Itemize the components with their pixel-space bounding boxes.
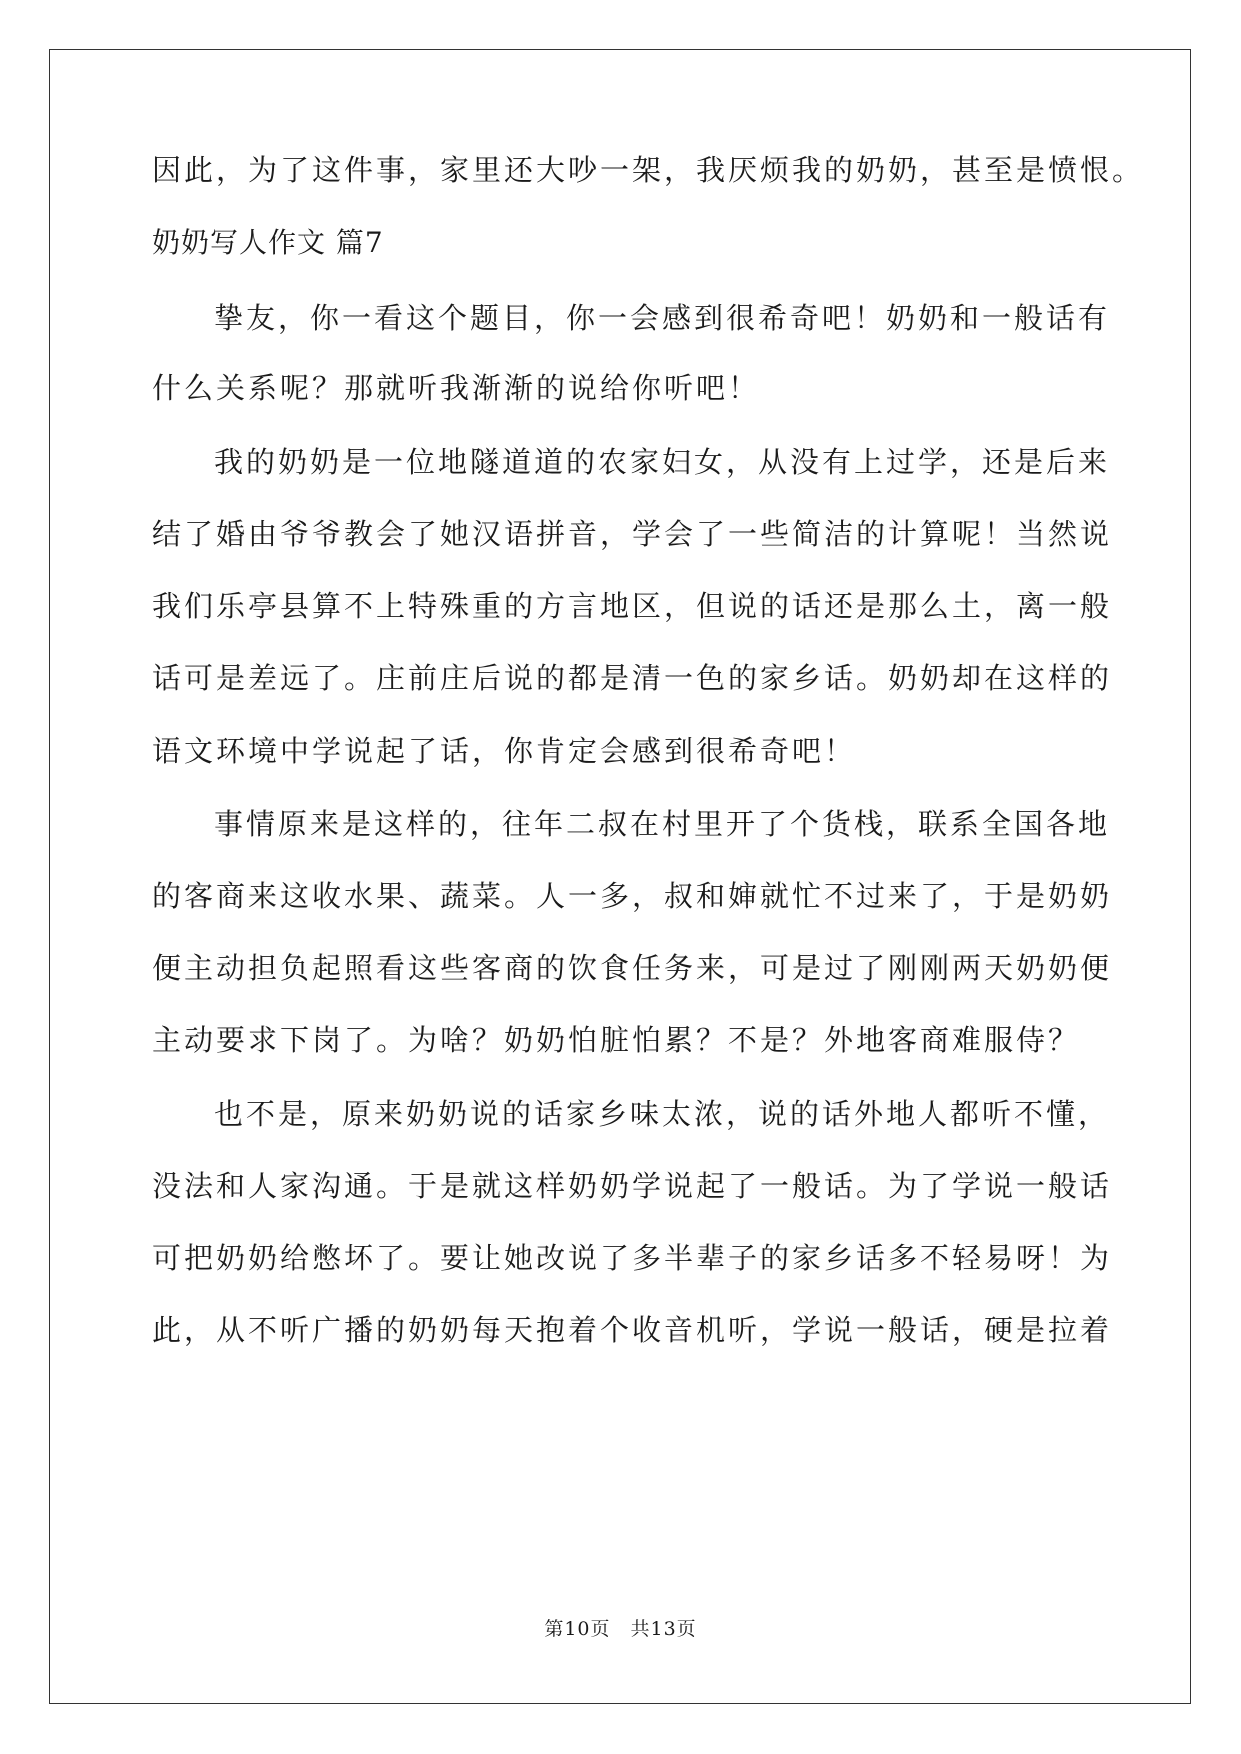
text-line: 话可是差远了。庄前庄后说的都是清一色的家乡话。奶奶却在这样的 bbox=[152, 661, 1113, 695]
page-number-footer: 第10页 共13页 bbox=[544, 1618, 697, 1640]
paragraph-line: 也不是，原来奶奶说的话家乡味太浓，说的话外地人都听不懂， bbox=[214, 1097, 1111, 1131]
text-line: 语文环境中学说起了话，你肯定会感到很希奇吧！ bbox=[152, 734, 857, 768]
text-line: 主动要求下岗了。为啥？奶奶怕脏怕累？不是？外地客商难服侍？ bbox=[152, 1023, 1081, 1057]
text-line: 此，从不听广播的奶奶每天抱着个收音机听，学说一般话，硬是拉着 bbox=[152, 1313, 1113, 1347]
text-line: 我们乐亭县算不上特殊重的方言地区，但说的话还是那么土，离一般 bbox=[152, 589, 1113, 623]
text-line: 因此，为了这件事，家里还大吵一架，我厌烦我的奶奶，甚至是愤恨。 bbox=[152, 153, 1145, 187]
paragraph-line: 挚友，你一看这个题目，你一会感到很希奇吧！奶奶和一般话有 bbox=[214, 301, 1111, 335]
text-line: 结了婚由爷爷教会了她汉语拼音，学会了一些简洁的计算呢！当然说 bbox=[152, 517, 1113, 551]
section-heading: 奶奶写人作文 篇7 bbox=[152, 226, 384, 259]
paragraph-line: 我的奶奶是一位地隧道道的农家妇女，从没有上过学，还是后来 bbox=[214, 445, 1111, 479]
text-line: 的客商来这收水果、蔬菜。人一多，叔和婶就忙不过来了，于是奶奶 bbox=[152, 879, 1113, 913]
text-line: 便主动担负起照看这些客商的饮食任务来，可是过了刚刚两天奶奶便 bbox=[152, 951, 1113, 985]
text-line: 什么关系呢？那就听我渐渐的说给你听吧！ bbox=[152, 371, 761, 405]
text-line: 可把奶奶给憋坏了。要让她改说了多半辈子的家乡话多不轻易呀！为 bbox=[152, 1241, 1113, 1275]
paragraph-line: 事情原来是这样的，往年二叔在村里开了个货栈，联系全国各地 bbox=[214, 807, 1111, 841]
text-line: 没法和人家沟通。于是就这样奶奶学说起了一般话。为了学说一般话 bbox=[152, 1169, 1113, 1203]
